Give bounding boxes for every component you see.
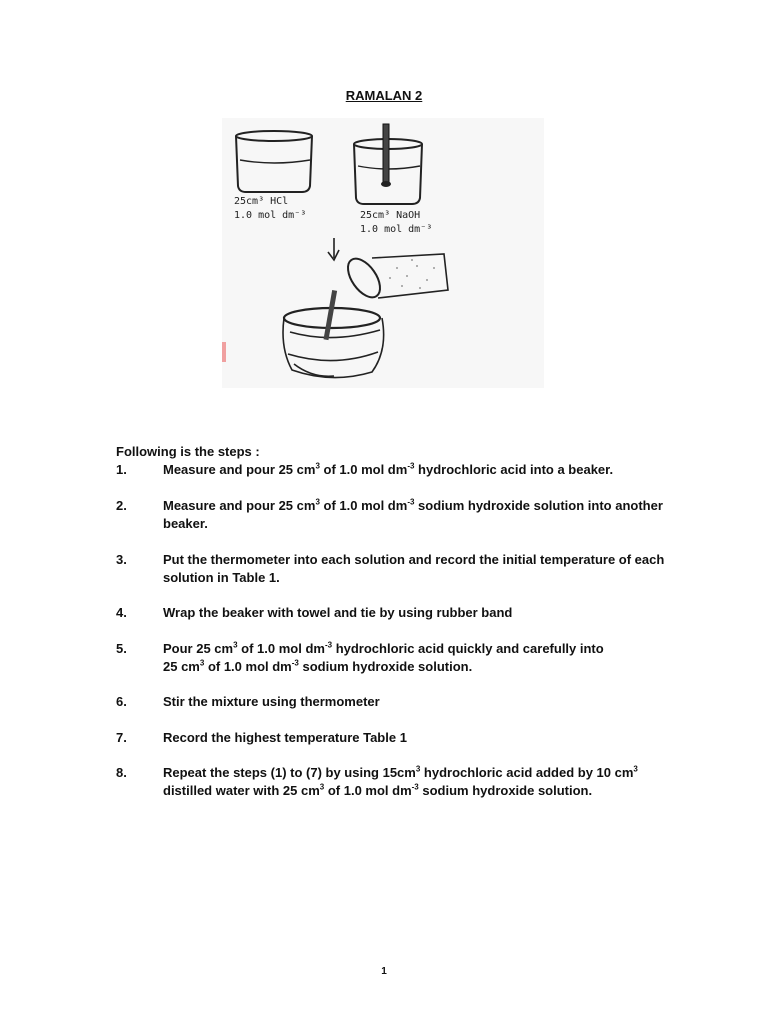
step-text: Repeat the steps (1) to (7) by using $15cm^3$ hydrochloric acid added by 10 $cm^3$ distilled water with 25 $cm^3$ of 1.0 mol $dm^{-3}$ sodium hydroxide solution. [163, 764, 638, 798]
step-number: 7. [116, 730, 127, 745]
step-text: Record the highest temperature Table 1 [163, 730, 407, 745]
step-text: Measure and pour 25 $cm^3$ of 1.0 mol $dm^{-3}$ sodium hydroxide solution into another beaker. [163, 497, 663, 531]
step-1 [116, 461, 676, 479]
step-3 [116, 551, 676, 587]
label-naoh-concentration: 1.0 mol dm⁻³ [360, 224, 433, 235]
step-text: Pour 25 $cm^3$ of 1.0 mol $dm^{-3}$ hydrochloric acid quickly and carefully into 25 $cm^3$ of 1.0 mol $dm^{-3}$ sodium hydroxide solution. [163, 640, 604, 674]
thermometer-drawing-1 [383, 124, 389, 184]
step-6 [116, 693, 676, 711]
step-number: 5. [116, 641, 127, 656]
steps-intro: Following is the steps : [116, 444, 260, 459]
step-8 [116, 764, 676, 800]
step-number: 8. [116, 765, 127, 780]
step-7 [116, 729, 676, 747]
step-number: 6. [116, 694, 127, 709]
label-naoh-volume: 25cm³ NaOH [360, 210, 421, 221]
page-number: 1 [381, 966, 387, 977]
step-2 [116, 497, 676, 533]
step-number: 2. [116, 498, 127, 513]
step-5 [116, 640, 676, 676]
page-title: RAMALAN 2 [345, 88, 423, 103]
step-number: 1. [116, 462, 127, 477]
step-text: Measure and pour 25 $cm^3$ of 1.0 mol $dm^{-3}$ hydrochloric acid into a beaker. [163, 461, 614, 477]
step-text: Stir the mixture using thermometer [163, 694, 380, 709]
step-number: 4. [116, 605, 127, 620]
step-number: 3. [116, 552, 127, 567]
step-4 [116, 604, 676, 622]
label-hcl-concentration: 1.0 mol dm⁻³ [234, 210, 307, 221]
apparatus-sketch [222, 118, 544, 388]
step-text: Put the thermometer into each solution and record the initial temperature of each solution in Table 1. [163, 552, 665, 585]
label-hcl-volume: 25cm³ HCl [234, 196, 289, 207]
step-text: Wrap the beaker with towel and tie by using rubber band [163, 605, 513, 620]
